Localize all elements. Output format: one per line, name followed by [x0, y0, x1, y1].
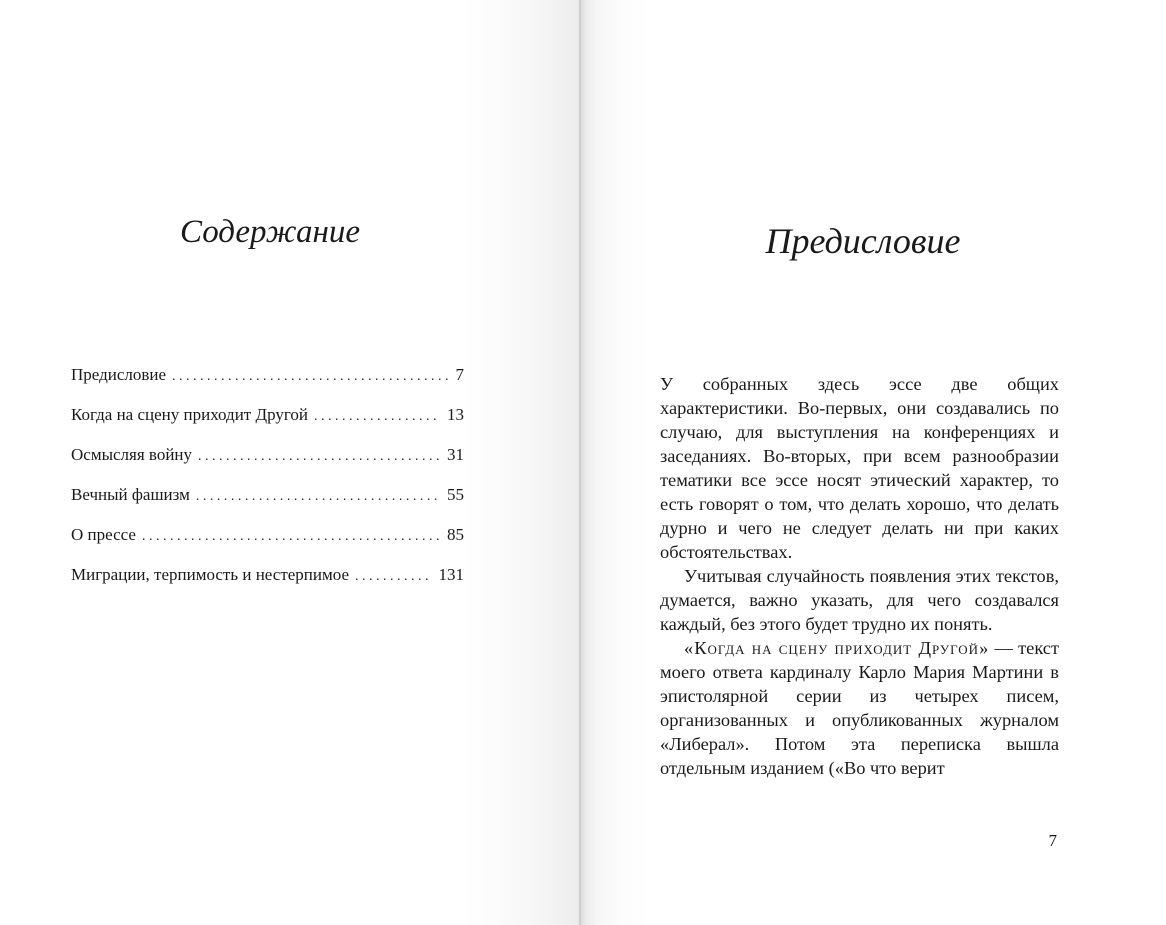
toc-entry-title: Осмысляя войну — [71, 445, 193, 464]
toc-entry-page: 13 — [447, 405, 464, 424]
toc-dot-leader — [314, 404, 441, 430]
toc-dot-leader — [172, 364, 449, 390]
toc-entry-page: 131 — [438, 565, 464, 584]
book-spine-shadow — [578, 0, 582, 925]
essay-title: «Когда на сцену приходит Другой» — [684, 638, 990, 658]
paragraph: У собранных здесь эссе две общих характеристики. Во-первых, они создавались по случаю, для выступления на конференциях и заседаниях. Во-вторых, при всем разнообразии тематики все эссе носят этический характер, то есть говорят о том, что делать хорошо, что делать дурно и чего не следует делать ни при каких обстоятельствах. — [660, 374, 1059, 562]
toc-entry — [71, 402, 464, 442]
toc-entry-title: Вечный фашизм — [71, 485, 190, 504]
paragraph — [660, 636, 1059, 780]
toc-entry-page: 31 — [447, 445, 464, 464]
paragraph: Учитывая случайность появления этих текстов, думается, важно указать, для чего создавался каждый, без этого будет трудно их понять. — [660, 566, 1059, 634]
table-of-contents — [71, 362, 464, 602]
page-number: 7 — [1048, 831, 1057, 850]
paragraph-text: — текст моего ответа кардиналу Карло Мария Мартини в эпистолярной серии из четырех писем, организованных и опубликованных журналом «Либерал». Потом эта переписка вышла отдельным изданием («Во что верит — [660, 638, 1059, 778]
preface-body — [660, 372, 1059, 780]
toc-entry-title: Когда на сцену приходит Другой — [71, 405, 308, 424]
toc-entry — [71, 482, 464, 522]
toc-entry-title: Предисловие — [71, 365, 167, 384]
toc-entry-title: Миграции, терпимость и нестерпимое — [71, 565, 349, 584]
toc-heading: Содержание — [179, 214, 360, 250]
toc-entry-title: О прессе — [71, 525, 136, 544]
toc-dot-leader — [142, 524, 441, 550]
toc-entry — [71, 562, 464, 602]
toc-dot-leader — [196, 484, 441, 510]
toc-entry — [71, 362, 464, 402]
toc-dot-leader — [355, 564, 433, 590]
right-page — [580, 0, 1166, 925]
toc-entry — [71, 442, 464, 482]
toc-entry-page: 55 — [447, 485, 464, 504]
toc-dot-leader — [198, 444, 441, 470]
left-page — [0, 0, 580, 925]
toc-entry-page: 7 — [455, 365, 464, 384]
toc-entry-page: 85 — [447, 525, 464, 544]
toc-entry — [71, 522, 464, 562]
preface-heading: Предисловие — [765, 221, 961, 261]
